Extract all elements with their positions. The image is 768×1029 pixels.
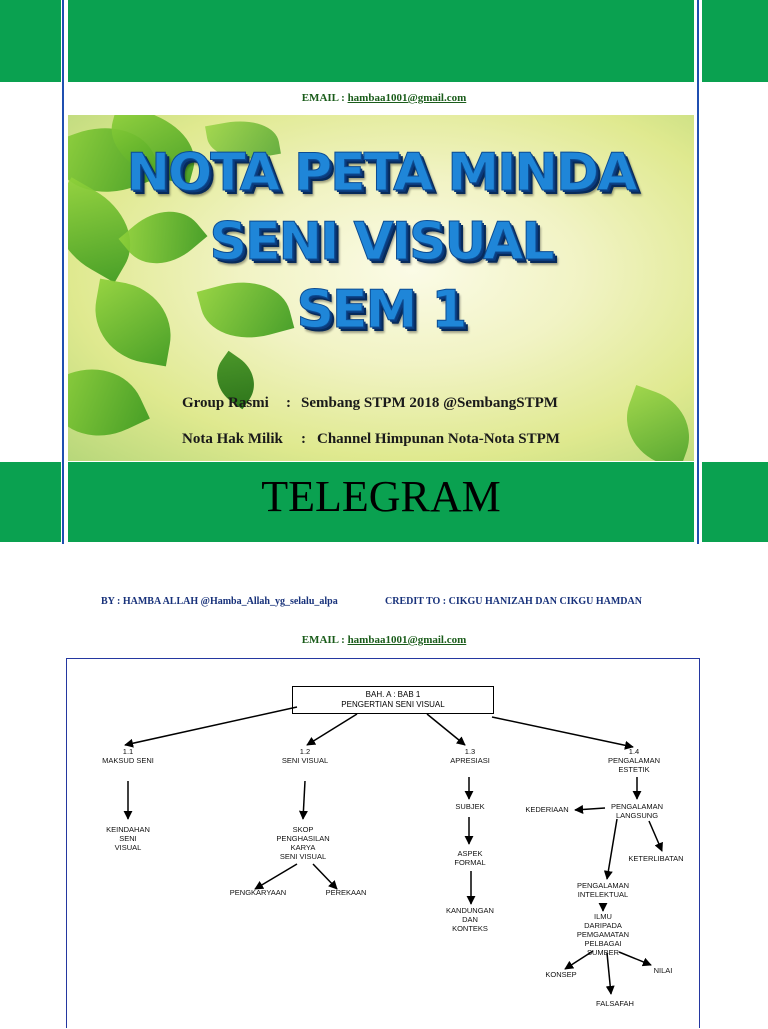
arrow bbox=[307, 714, 357, 745]
footer-email bbox=[0, 634, 768, 646]
telegram-heading: TELEGRAM bbox=[261, 472, 501, 521]
node-ilmu: ILMU DARIPADA PEMGAMATAN PELBAGAI SUMBER bbox=[576, 912, 630, 957]
rights-label: Nota Hak Milik bbox=[182, 431, 283, 447]
node-perekaan: PEREKAAN bbox=[325, 888, 367, 897]
arrow bbox=[255, 864, 297, 889]
cover-banner bbox=[68, 115, 694, 461]
mind-map-arrows bbox=[67, 659, 701, 1029]
mind-map bbox=[66, 658, 700, 1028]
node-subjek: SUBJEK bbox=[455, 802, 485, 811]
cover-title-line-3: SEM 1 bbox=[296, 280, 466, 340]
mind-map-root bbox=[292, 686, 494, 714]
root-line-1: BAH. A : BAB 1 bbox=[365, 690, 421, 699]
root-line-2: PENGERTIAN SENI VISUAL bbox=[341, 700, 445, 709]
frame-mid-right bbox=[702, 462, 768, 542]
arrow bbox=[575, 808, 605, 810]
cover-title-line-1: NOTA PETA MINDA bbox=[126, 143, 636, 203]
branch-pengalaman-estetik: 1.4 PENGALAMAN ESTETIK bbox=[607, 747, 661, 774]
branch-maksud-seni: 1.1 MAKSUD SENI bbox=[102, 747, 154, 765]
rights-separator: : bbox=[301, 431, 306, 447]
arrow bbox=[427, 714, 465, 745]
frame-top-right bbox=[702, 0, 768, 82]
arrow bbox=[492, 717, 633, 747]
node-skop: SKOP PENGHASILAN KARYA SENI VISUAL bbox=[276, 825, 330, 861]
email-link[interactable]: hambaa1001@gmail.com bbox=[347, 634, 467, 646]
frame-mid-left bbox=[0, 462, 61, 542]
node-falsafah: FALSAFAH bbox=[596, 999, 634, 1008]
node-kandungan: KANDUNGAN DAN KONTEKS bbox=[446, 906, 494, 933]
frame-rule-left bbox=[62, 0, 64, 544]
rights-value: Channel Himpunan Nota-Nota STPM bbox=[317, 431, 560, 447]
frame-rule-right bbox=[697, 0, 699, 544]
group-value: Sembang STPM 2018 @SembangSTPM bbox=[301, 395, 558, 411]
byline-credit: CREDIT TO : CIKGU HANIZAH DAN CIKGU HAMDAN bbox=[385, 596, 642, 607]
byline-author: BY : HAMBA ALLAH @Hamba_Allah_yg_selalu_alpa bbox=[101, 596, 338, 607]
node-pengalaman-langsung: PENGALAMAN LANGSUNG bbox=[610, 802, 664, 820]
group-separator: : bbox=[286, 395, 291, 411]
node-pengalaman-intelektual: PENGALAMAN INTELEKTUAL bbox=[576, 881, 630, 899]
arrow bbox=[649, 821, 662, 851]
node-nilai: NILAI bbox=[653, 966, 673, 975]
node-kederiaan: KEDERIAAN bbox=[525, 805, 569, 814]
email-link[interactable]: hambaa1001@gmail.com bbox=[347, 92, 467, 104]
email-label: EMAIL : bbox=[301, 92, 345, 104]
branch-apresiasi: 1.3 APRESIASI bbox=[450, 747, 490, 765]
email-label: EMAIL : bbox=[301, 634, 345, 646]
group-label: Group Rasmi bbox=[182, 395, 269, 411]
node-konsep: KONSEP bbox=[545, 970, 577, 979]
leaf-decoration bbox=[614, 385, 694, 461]
node-keindahan: KEINDAHAN SENI VISUAL bbox=[106, 825, 150, 852]
frame-top-center bbox=[68, 0, 694, 82]
header-email bbox=[0, 92, 768, 104]
arrow bbox=[125, 707, 297, 745]
arrow bbox=[607, 819, 617, 879]
node-keterlibatan: KETERLIBATAN bbox=[628, 854, 684, 863]
branch-seni-visual: 1.2 SENI VISUAL bbox=[281, 747, 329, 765]
leaf-decoration bbox=[68, 351, 150, 455]
arrow bbox=[313, 864, 337, 889]
cover-title-line-2: SENI VISUAL bbox=[209, 212, 553, 272]
arrow bbox=[607, 953, 611, 994]
frame-top-left bbox=[0, 0, 61, 82]
node-aspek-formal: ASPEK FORMAL bbox=[454, 849, 486, 867]
arrow bbox=[303, 781, 305, 819]
node-pengkaryaan: PENGKARYAAN bbox=[229, 888, 287, 897]
